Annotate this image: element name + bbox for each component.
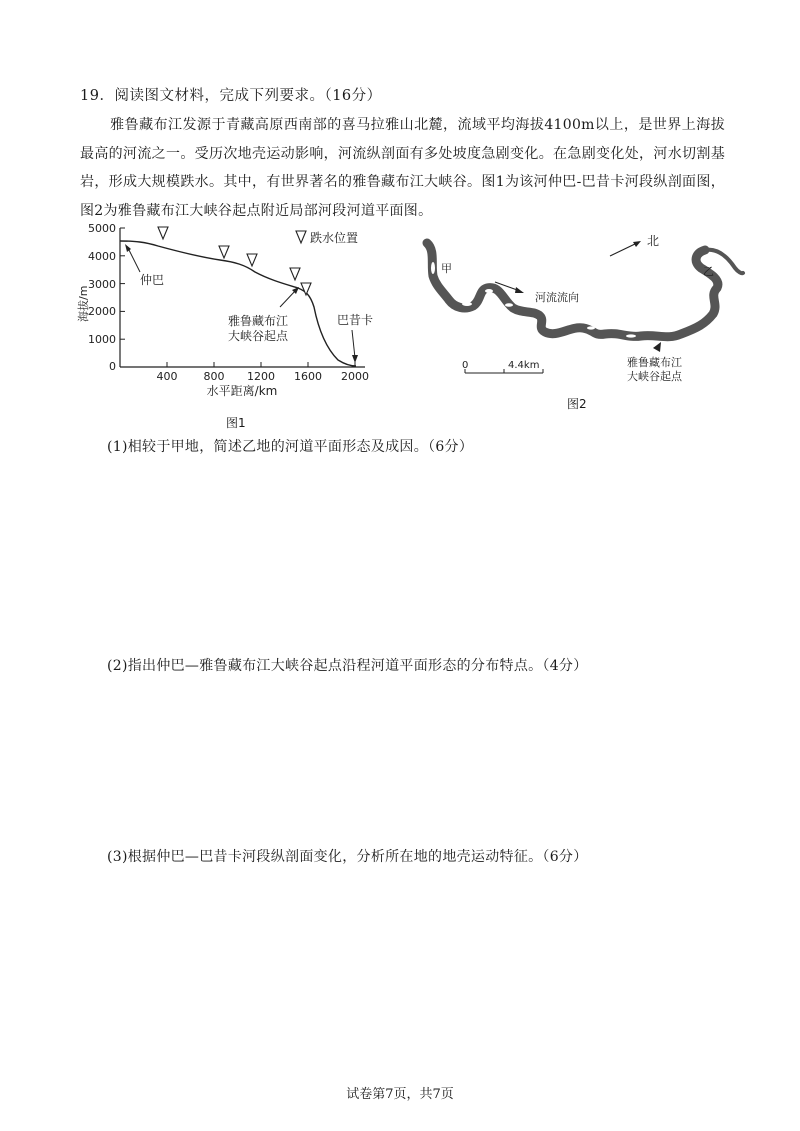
- subquestion-1: (1)相较于甲地，简述乙地的河道平面形态及成因。（6分）: [107, 439, 474, 455]
- flow-direction-label: 河流流向: [535, 291, 579, 304]
- label-canyon-line2: 大峡谷起点: [627, 370, 682, 383]
- scale-value: 4.4km: [508, 360, 540, 371]
- y-tick-2000: 2000: [88, 305, 116, 318]
- material-text: 雅鲁藏布江发源于青藏高原西南部的喜马拉雅山北麓，流域平均海拔4100m以上，是世界上海拔最高的河流之一。受历次地壳运动影响，河流纵剖面有多处坡度急剧变化。在急剧变化处，河水切割基岩，形成大规模跌水。其中，有世界著名的雅鲁藏布江大峡谷。图1为该河仲巴-巴昔卡河段纵剖面图，图2为雅鲁藏布江大峡谷起点附近局部河段河道平面图。: [80, 117, 725, 219]
- waterfall-marker: [219, 246, 229, 258]
- legend-label: 跌水位置: [310, 231, 359, 245]
- zhongba-arrow: [125, 244, 131, 252]
- canyon-start-marker: [653, 342, 661, 352]
- river-islands: [431, 262, 636, 338]
- label-zhongba: 仲巴: [140, 273, 165, 287]
- x-tick-2000: 2000: [341, 370, 369, 383]
- north-label: 北: [647, 234, 660, 248]
- x-axis-label: 水平距离/km: [206, 384, 278, 398]
- figure1-caption: 图1: [226, 416, 246, 430]
- waterfall-marker: [290, 268, 300, 280]
- y-tick-0: 0: [109, 360, 116, 373]
- waterfall-marker: [158, 227, 168, 239]
- figure2-caption: 图2: [567, 397, 587, 411]
- x-tick-1600: 1600: [294, 370, 322, 383]
- waterfall-marker: [247, 254, 257, 266]
- label-canyon-line1: 雅鲁藏布江: [228, 314, 289, 328]
- label-baxika: 巴昔卡: [337, 313, 374, 327]
- zhongba-pointer: [128, 248, 140, 272]
- scale-zero: 0: [462, 360, 469, 371]
- north-arrow-head: [633, 241, 641, 247]
- label-jia: 甲: [441, 262, 452, 275]
- figure1-profile-chart: [70, 222, 390, 432]
- x-tick-400: 400: [156, 370, 178, 383]
- y-axis-label: 海拔/m: [77, 285, 90, 322]
- subquestion-2: (2)指出仲巴—雅鲁藏布江大峡谷起点沿程河道平面形态的分布特点。（4分）: [107, 658, 588, 674]
- x-tick-800: 800: [203, 370, 225, 383]
- baxika-arrow: [352, 355, 358, 363]
- x-ticks: [157, 362, 370, 383]
- x-tick-1200: 1200: [247, 370, 275, 383]
- subquestion-3: (3)根据仲巴—巴昔卡河段纵剖面变化，分析所在地的地壳运动特征。（6分）: [107, 849, 588, 865]
- y-tick-1000: 1000: [88, 333, 116, 346]
- baxika-pointer: [352, 330, 355, 358]
- page-footer: 试卷第7页，共7页: [346, 1087, 454, 1102]
- waterfall-marker: [301, 283, 311, 295]
- y-tick-3000: 3000: [88, 278, 116, 291]
- figure2-river-plan-map: [405, 228, 750, 408]
- legend-waterfall-marker: [296, 231, 306, 243]
- canyon-pointer: [280, 290, 296, 307]
- question-material: [80, 111, 725, 225]
- question-title: 19．阅读图文材料，完成下列要求。（16分）: [80, 88, 382, 104]
- label-yi: 乙: [703, 265, 714, 278]
- label-canyon-line2: 大峡谷起点: [228, 329, 289, 343]
- label-canyon-line1: 雅鲁藏布江: [627, 356, 682, 369]
- river-channel: [427, 243, 743, 337]
- y-tick-4000: 4000: [88, 250, 116, 263]
- river-profile-curve: [120, 241, 356, 366]
- north-arrow-line: [610, 243, 637, 256]
- y-tick-5000: 5000: [88, 222, 116, 235]
- flow-arrow-head: [515, 287, 524, 293]
